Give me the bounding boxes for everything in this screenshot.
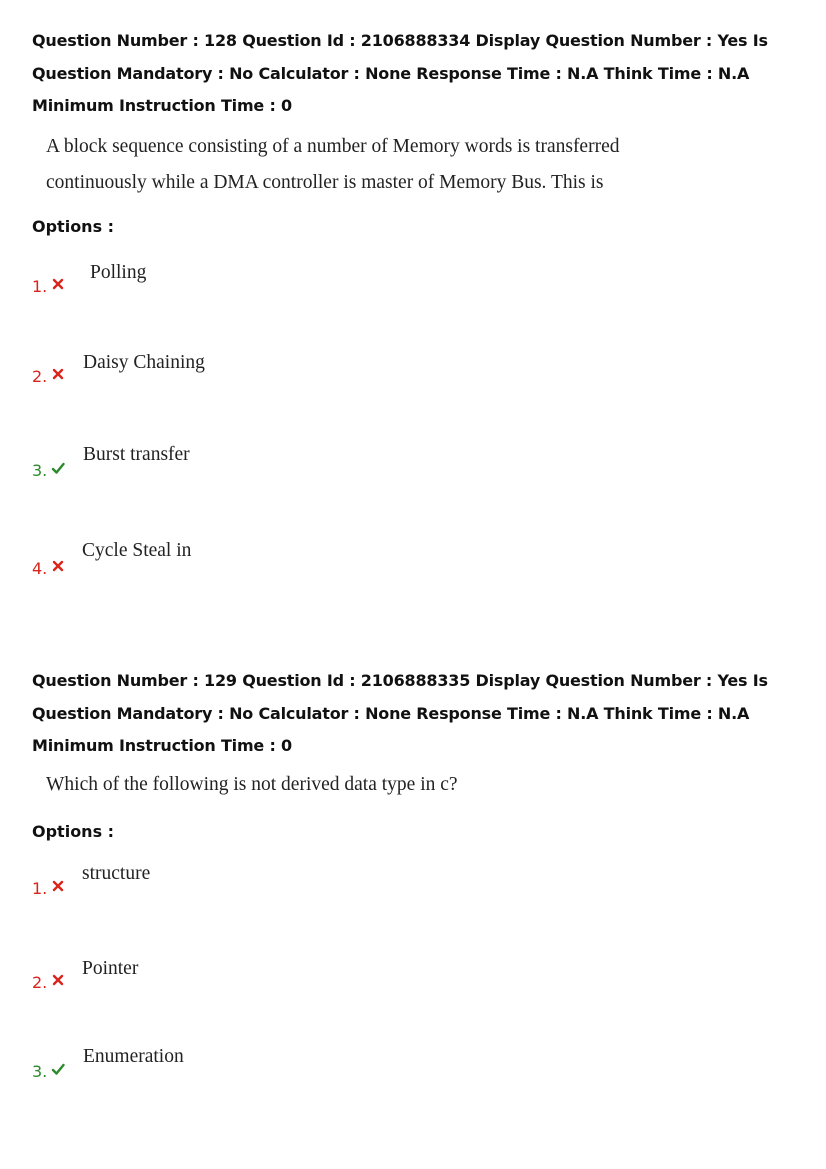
options-heading: Options : <box>32 822 115 841</box>
cross-icon <box>51 879 65 893</box>
question-meta: Question Number : 128 Question Id : 2106888334 Display Question Number : Yes Is Question Mandatory : No Calculator : None Response Time : N.A Think Time : N.A Minimum Instruction Time : 0 <box>32 31 768 115</box>
option-number: 2. <box>32 973 48 992</box>
cross-icon <box>51 973 65 987</box>
question-meta: Question Number : 129 Question Id : 2106888335 Display Question Number : Yes Is Question Mandatory : No Calculator : None Response Time : N.A Think Time : N.A Minimum Instruction Time : 0 <box>32 671 768 755</box>
option-number: 4. <box>32 559 48 578</box>
option-text: Burst transfer <box>83 444 190 465</box>
question-text-line: A block sequence consisting of a number of Memory words is transferred <box>46 136 620 157</box>
question-text-line: continuously while a DMA controller is master of Memory Bus. This is <box>46 172 604 193</box>
option-text: Daisy Chaining <box>83 352 205 373</box>
check-icon <box>51 1062 65 1076</box>
question-text <box>46 129 786 201</box>
option-number: 1. <box>32 879 48 898</box>
option-number: 3. <box>32 1062 48 1081</box>
option-text: Pointer <box>82 958 139 979</box>
option-number: 3. <box>32 461 48 480</box>
question-text <box>46 767 786 803</box>
check-icon <box>51 461 65 475</box>
option-text: structure <box>82 863 151 884</box>
option-text: Enumeration <box>83 1046 184 1067</box>
options-heading: Options : <box>32 217 115 236</box>
option-number: 1. <box>32 277 48 296</box>
question-text-line: Which of the following is not derived data type in c? <box>46 774 458 795</box>
cross-icon <box>51 559 65 573</box>
option-text: Cycle Steal in <box>82 540 192 561</box>
option-number: 2. <box>32 367 48 386</box>
cross-icon <box>51 277 65 291</box>
cross-icon <box>51 367 65 381</box>
option-text: Polling <box>90 262 147 283</box>
